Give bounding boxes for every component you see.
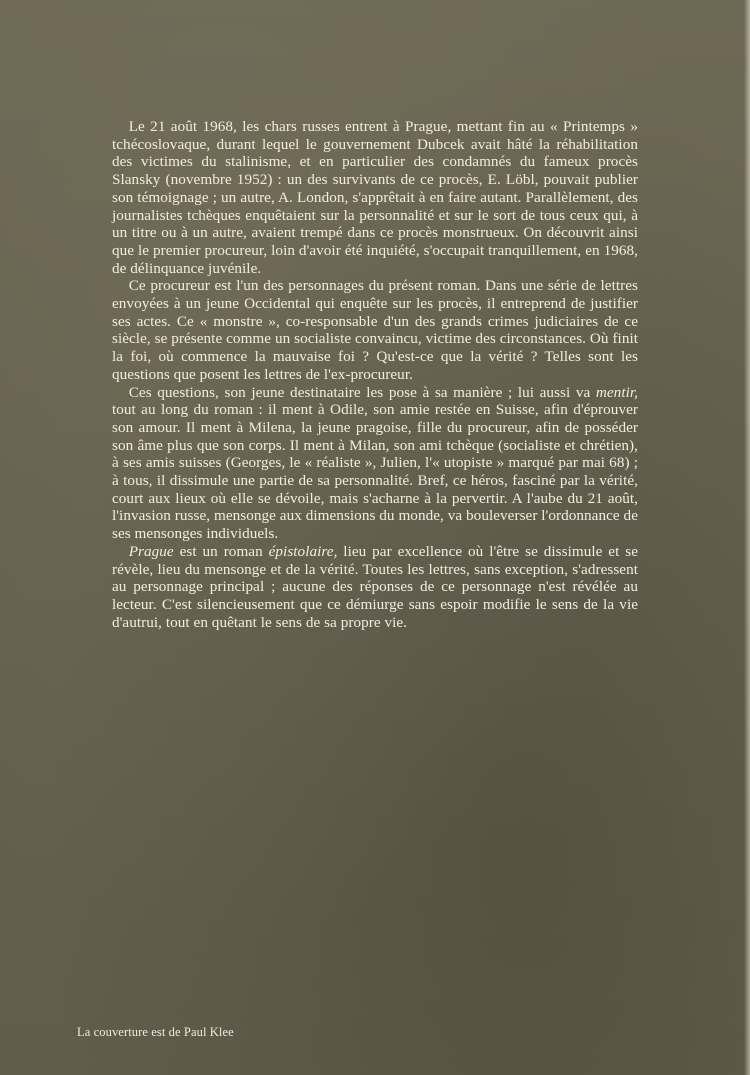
- blurb-paragraph-3-text-end: tout au long du roman : il ment à Odile, son amie restée en Suisse, afin d'éprouver son amour. Il ment à Milena, la jeune pragoise, fille du procureur, afin de posséder son âme plus que son corps. Il ment à Milan, son ami tchèque (socialiste et chrétien), à ses amis suisses (Georges, le « réaliste », Julien, l'« utopiste » marqué par mai 68) ; à tous, il dissimule une partie de sa personnalité. Bref, ce héros, fasciné par la vérité, court aux lieux où elle se dévoile, mais s'acharne à la pervertir. A l'aube du 21 août, l'invasion russe, mensonge aux dimensions du monde, va bouleverser l'ordonnance de ses mensonges individuels.: [112, 401, 638, 543]
- blurb-paragraph-4: [112, 543, 638, 632]
- blurb-paragraph-2: [112, 277, 638, 383]
- blurb-paragraph-3-emphasis: mentir,: [595, 383, 638, 401]
- cover-credit: La couverture est de Paul Klee: [77, 1025, 234, 1039]
- blurb-paragraph-4-text-end: lieu par excellence où l'être se dissimule et se révèle, lieu du mensonge et de la vérité. Toutes les lettres, sans exception, s'adressent au personnage principal ; aucune des réponses de ce personnage n'est révélée au lecteur. C'est silencieusement que ce démiurge sans espoir modifie le sens de la vie d'autrui, tout en quêtant le sens de sa propre vie.: [112, 542, 638, 631]
- blurb-paragraph-3: [112, 384, 638, 543]
- blurb-paragraph-4-emphasis: épistolaire,: [268, 542, 338, 560]
- blurb-paragraph-4-title: Prague: [128, 542, 174, 560]
- blurb-paragraph-2-text: Ce procureur est l'un des personnages du présent roman. Dans une série de lettres envoyées à un jeune Occidental qui enquête sur les procès, il entreprend de justifier ses actes. Ce « monstre », co-responsable d'un des grands crimes judiciaires de ce siècle, se présente comme un socialiste convaincu, victime des circonstances. Où finit la foi, où commence la mauvaise foi ? Qu'est-ce que la vérité ? Telles sont les questions que posent les lettres de l'ex-procureur.: [112, 277, 638, 383]
- back-cover-blurb: [112, 118, 638, 631]
- page-edge: [744, 0, 750, 1075]
- blurb-paragraph-1-text: Le 21 août 1968, les chars russes entrent à Prague, mettant fin au « Printemps » tchécoslovaque, durant lequel le gouvernement Dubcek avait hâté la réhabilitation des victimes du stalinisme, et en particulier des condamnés du fameux procès Slansky (novembre 1952) : un des survivants de ce procès, E. Löbl, pouvait publier son témoignage ; un autre, A. London, s'apprêtait à en faire autant. Parallèlement, des journalistes tchèques enquêtaient sur la personnalité et sur le sort de tous ceux qui, à un titre ou à un autre, avaient trempé dans ce procès monstrueux. On découvrit ainsi que le premier procureur, loin d'avoir été inquiété, s'occupait tranquillement, en 1968, de délinquance juvénile.: [112, 118, 638, 277]
- blurb-paragraph-4-text-mid: est un roman: [173, 542, 269, 560]
- blurb-paragraph-1: [112, 118, 638, 277]
- blurb-paragraph-3-text-start: Ces questions, son jeune destinataire les pose à sa manière ; lui aussi va: [128, 383, 596, 401]
